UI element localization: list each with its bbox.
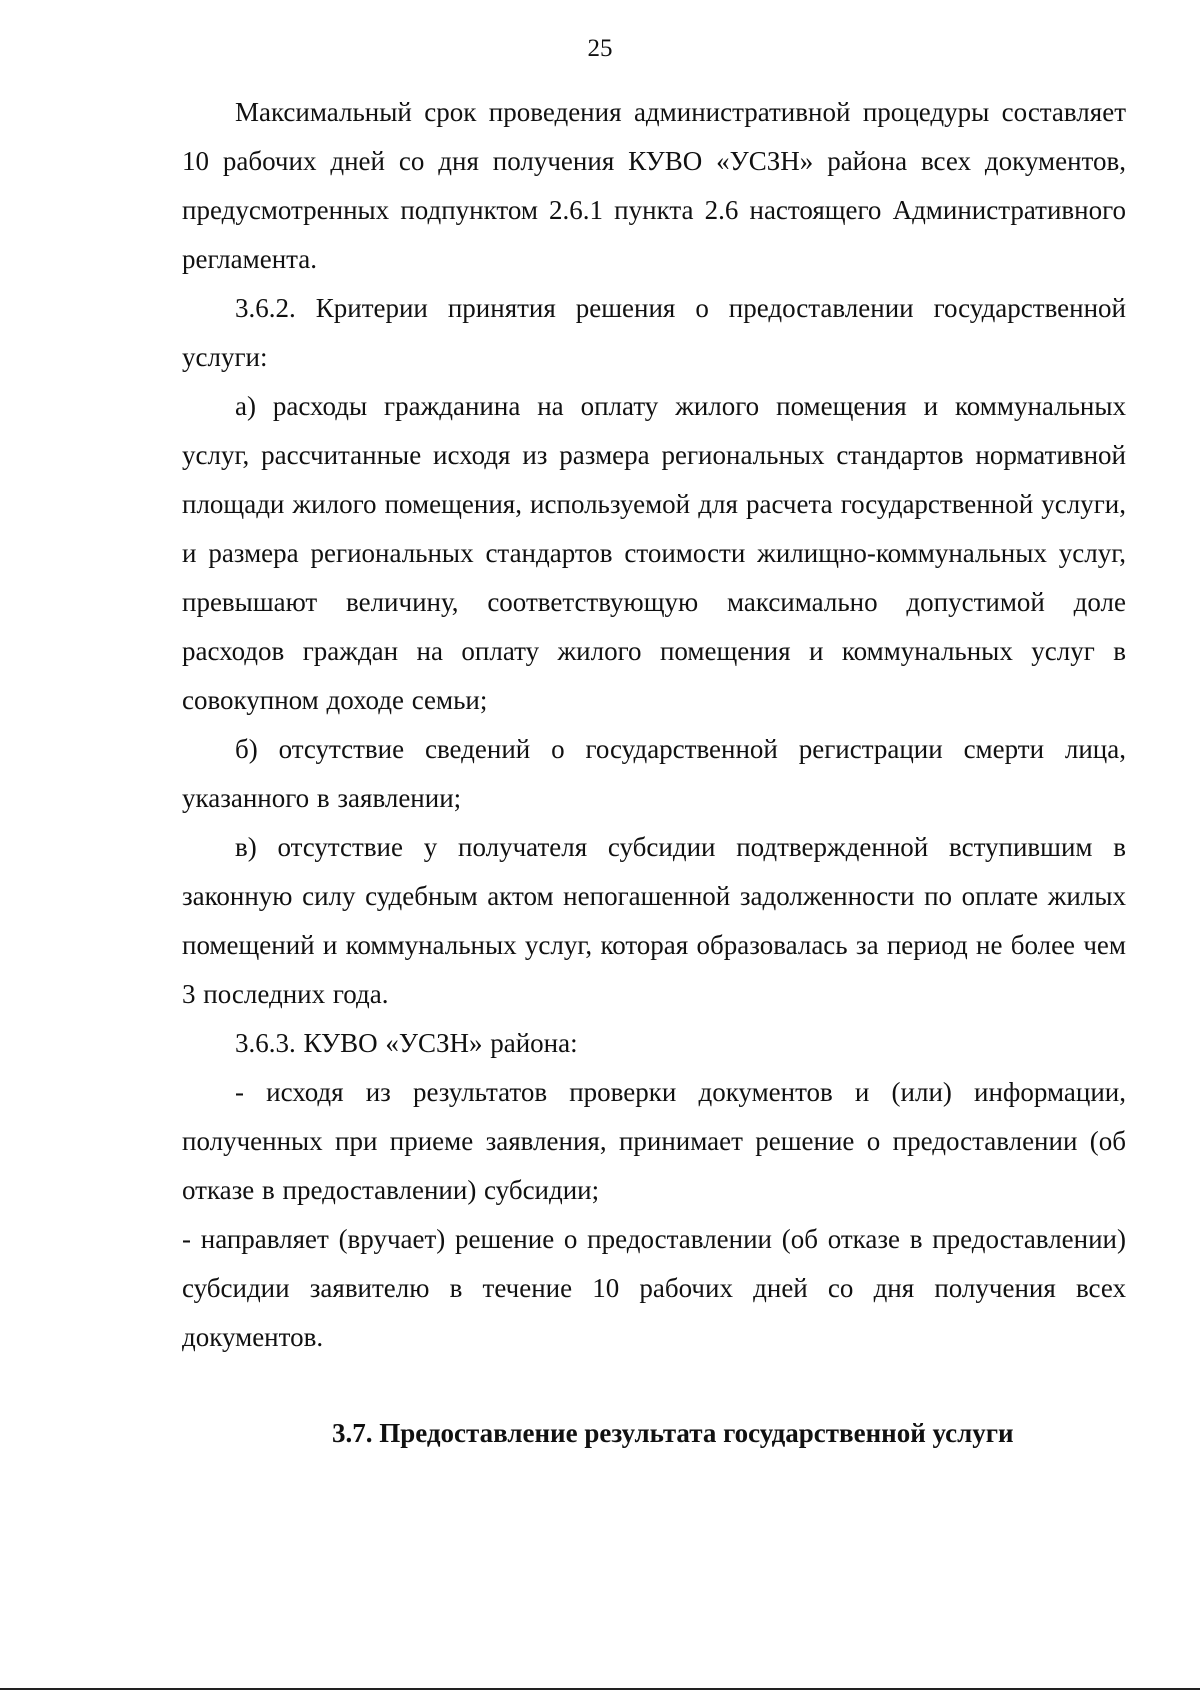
paragraph-delivery-item: - направляет (вручает) решение о предоставлении (об отказе в предоставлении) субсидии заявителю в течение 10 рабочих дней со дня получения всех документов. <box>182 1224 1126 1352</box>
document-body <box>182 88 1126 1458</box>
paragraph-kuvo-title: 3.6.3. КУВО «УСЗН» района: <box>235 1028 578 1058</box>
bottom-rule <box>0 1688 1200 1690</box>
paragraph-max-term: Максимальный срок проведения административной процедуры составляет 10 рабочих дней со дня получения КУВО «УСЗН» района всех документов, предусмотренных подпунктом 2.6.1 пункта 2.6 настоящего Административного регламента. <box>182 97 1126 274</box>
paragraph-criterion-a: а) расходы гражданина на оплату жилого помещения и коммунальных услуг, рассчитанные исходя из размера региональных стандартов нормативной площади жилого помещения, используемой для расчета государственной услуги, и размера региональных стандартов стоимости жилищно-коммунальных услуг, превышают величину, соответствующую максимально допустимой доле расходов граждан на оплату жилого помещения и коммунальных услуг в совокупном доходе семьи; <box>182 391 1126 715</box>
page-number: 25 <box>587 35 613 62</box>
paragraph-decision-item: - исходя из результатов проверки документов и (или) информации, полученных при приеме заявления, принимает решение о предоставлении (об отказе в предоставлении) субсидии; <box>182 1077 1126 1205</box>
paragraph-criterion-b: б) отсутствие сведений о государственной регистрации смерти лица, указанного в заявлении; <box>182 734 1126 813</box>
section-heading: 3.7. Предоставление результата государственной услуги <box>332 1418 1014 1448</box>
paragraph-criterion-v: в) отсутствие у получателя субсидии подтвержденной вступившим в законную силу судебным актом непогашенной задолженности по оплате жилых помещений и коммунальных услуг, которая образовалась за период не более чем 3 последних года. <box>182 832 1126 1009</box>
paragraph-criteria-title: 3.6.2. Критерии принятия решения о предоставлении государственной услуги: <box>182 293 1126 372</box>
